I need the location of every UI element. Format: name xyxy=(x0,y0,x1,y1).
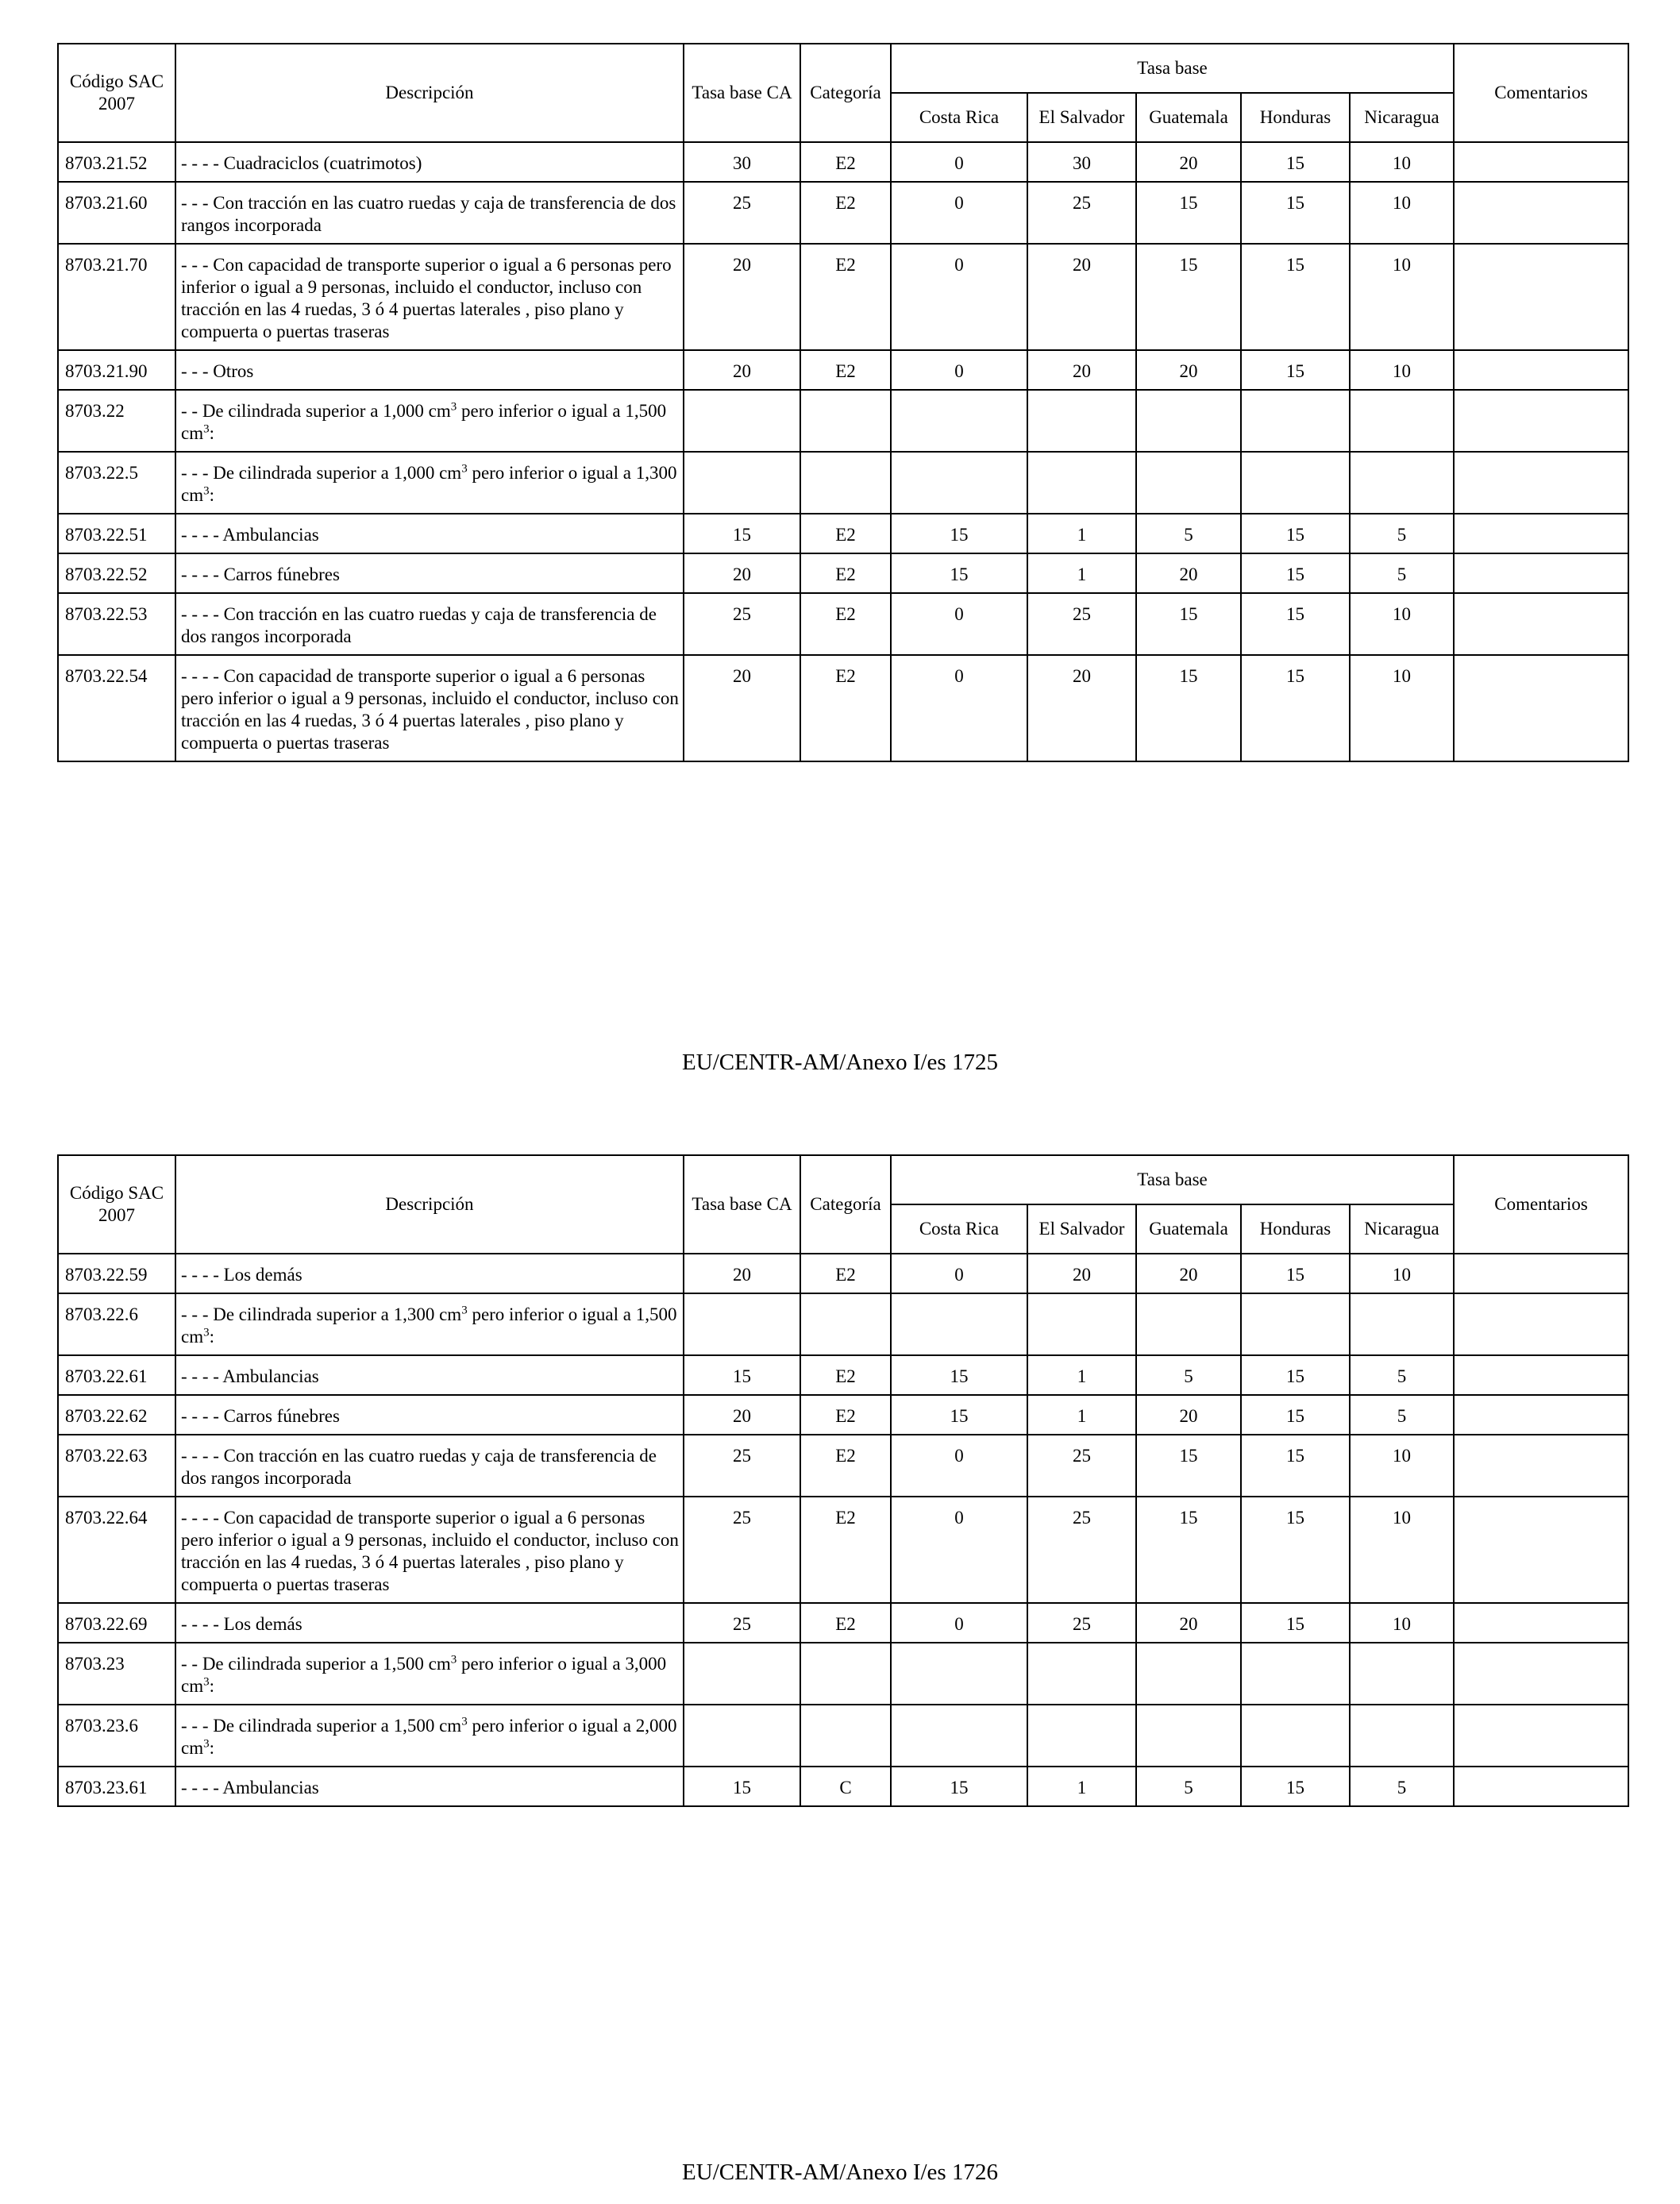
row-base-rate-ca: 25 xyxy=(684,1497,800,1603)
row-el-salvador: 25 xyxy=(1027,1603,1136,1643)
header-base-rate: Tasa base xyxy=(891,1155,1454,1204)
row-comments xyxy=(1454,1355,1628,1395)
row-comments xyxy=(1454,1254,1628,1293)
header-base-rate-ca: Tasa base CA xyxy=(684,1155,800,1254)
header-description: Descripción xyxy=(175,44,684,142)
table-row xyxy=(58,1293,1628,1355)
row-category: E2 xyxy=(800,1603,891,1643)
row-honduras: 15 xyxy=(1241,142,1350,182)
row-honduras: 15 xyxy=(1241,514,1350,553)
row-code: 8703.22.5 xyxy=(58,452,175,514)
row-description: - - - - Con capacidad de transporte superior o igual a 6 personas pero inferior o igual a 9 personas, incluido el conductor, incluso con tracción en las 4 ruedas, 3 ó 4 puertas laterales , piso plano y compuerta o puertas traseras xyxy=(175,655,684,761)
row-guatemala xyxy=(1136,1705,1241,1767)
row-guatemala: 15 xyxy=(1136,593,1241,655)
row-el-salvador: 20 xyxy=(1027,244,1136,350)
row-guatemala: 20 xyxy=(1136,1395,1241,1435)
row-description: - - - - Carros fúnebres xyxy=(175,553,684,593)
header-costa-rica: Costa Rica xyxy=(891,93,1027,142)
row-code: 8703.22 xyxy=(58,390,175,452)
row-nicaragua xyxy=(1350,1293,1454,1355)
header-code: Código SAC 2007 xyxy=(58,1155,175,1254)
row-nicaragua: 10 xyxy=(1350,1254,1454,1293)
row-el-salvador xyxy=(1027,452,1136,514)
header-category: Categoría xyxy=(800,1155,891,1254)
row-guatemala: 15 xyxy=(1136,1497,1241,1603)
row-comments xyxy=(1454,1767,1628,1806)
row-honduras: 15 xyxy=(1241,655,1350,761)
table-row xyxy=(58,1355,1628,1395)
row-guatemala: 15 xyxy=(1136,182,1241,244)
row-costa-rica xyxy=(891,1705,1027,1767)
row-base-rate-ca xyxy=(684,1705,800,1767)
table-row xyxy=(58,390,1628,452)
row-honduras: 15 xyxy=(1241,1767,1350,1806)
row-nicaragua xyxy=(1350,390,1454,452)
row-guatemala: 20 xyxy=(1136,553,1241,593)
row-costa-rica: 0 xyxy=(891,655,1027,761)
row-honduras: 15 xyxy=(1241,350,1350,390)
row-honduras: 15 xyxy=(1241,1603,1350,1643)
page-footer-2: EU/CENTR-AM/Anexo I/es 1726 xyxy=(682,2160,998,2185)
header-comments: Comentarios xyxy=(1454,44,1628,142)
row-comments xyxy=(1454,350,1628,390)
row-base-rate-ca: 20 xyxy=(684,350,800,390)
row-nicaragua xyxy=(1350,1643,1454,1705)
row-category: E2 xyxy=(800,142,891,182)
row-comments xyxy=(1454,142,1628,182)
row-code: 8703.23.61 xyxy=(58,1767,175,1806)
row-nicaragua: 10 xyxy=(1350,1603,1454,1643)
table-row xyxy=(58,1435,1628,1497)
row-el-salvador: 30 xyxy=(1027,142,1136,182)
row-comments xyxy=(1454,1293,1628,1355)
header-code: Código SAC 2007 xyxy=(58,44,175,142)
row-comments xyxy=(1454,1435,1628,1497)
row-guatemala xyxy=(1136,452,1241,514)
row-costa-rica: 15 xyxy=(891,1395,1027,1435)
row-honduras: 15 xyxy=(1241,182,1350,244)
row-comments xyxy=(1454,514,1628,553)
header-honduras: Honduras xyxy=(1241,93,1350,142)
row-base-rate-ca: 15 xyxy=(684,1355,800,1395)
row-description: - - De cilindrada superior a 1,500 $cm^3$ pero inferior o igual a 3,000 $cm^3$: xyxy=(175,1643,684,1705)
row-category xyxy=(800,1643,891,1705)
row-guatemala: 20 xyxy=(1136,1603,1241,1643)
row-category: E2 xyxy=(800,514,891,553)
row-costa-rica: 15 xyxy=(891,553,1027,593)
row-base-rate-ca: 25 xyxy=(684,1435,800,1497)
row-costa-rica: 15 xyxy=(891,514,1027,553)
row-code: 8703.22.59 xyxy=(58,1254,175,1293)
row-category: E2 xyxy=(800,593,891,655)
table-row xyxy=(58,182,1628,244)
tariff-table-page-1 xyxy=(57,43,1629,762)
row-honduras: 15 xyxy=(1241,244,1350,350)
row-comments xyxy=(1454,553,1628,593)
table-row xyxy=(58,1603,1628,1643)
row-description: - - - - Los demás xyxy=(175,1603,684,1643)
row-costa-rica: 15 xyxy=(891,1767,1027,1806)
row-guatemala: 5 xyxy=(1136,1355,1241,1395)
row-honduras: 15 xyxy=(1241,1355,1350,1395)
row-costa-rica: 0 xyxy=(891,142,1027,182)
row-category: E2 xyxy=(800,350,891,390)
row-el-salvador xyxy=(1027,1705,1136,1767)
header-guatemala: Guatemala xyxy=(1136,93,1241,142)
row-description: - - - - Los demás xyxy=(175,1254,684,1293)
table-row xyxy=(58,553,1628,593)
row-comments xyxy=(1454,390,1628,452)
row-base-rate-ca: 20 xyxy=(684,553,800,593)
header-base-rate-ca: Tasa base CA xyxy=(684,44,800,142)
table-row xyxy=(58,1767,1628,1806)
row-code: 8703.22.54 xyxy=(58,655,175,761)
row-base-rate-ca: 20 xyxy=(684,244,800,350)
row-code: 8703.23.6 xyxy=(58,1705,175,1767)
row-code: 8703.22.53 xyxy=(58,593,175,655)
row-guatemala: 5 xyxy=(1136,514,1241,553)
row-honduras: 15 xyxy=(1241,1254,1350,1293)
row-costa-rica: 0 xyxy=(891,244,1027,350)
table-row xyxy=(58,593,1628,655)
row-costa-rica xyxy=(891,390,1027,452)
row-comments xyxy=(1454,452,1628,514)
row-code: 8703.21.70 xyxy=(58,244,175,350)
row-comments xyxy=(1454,1603,1628,1643)
row-costa-rica xyxy=(891,1643,1027,1705)
row-guatemala: 20 xyxy=(1136,350,1241,390)
row-description: - - - De cilindrada superior a 1,500 $cm^3$ pero inferior o igual a 2,000 $cm^3$: xyxy=(175,1705,684,1767)
row-el-salvador: 25 xyxy=(1027,182,1136,244)
row-base-rate-ca: 25 xyxy=(684,593,800,655)
row-base-rate-ca xyxy=(684,1643,800,1705)
table-row xyxy=(58,655,1628,761)
row-nicaragua: 10 xyxy=(1350,182,1454,244)
header-el-salvador: El Salvador xyxy=(1027,93,1136,142)
tariff-table-page-2 xyxy=(57,1154,1629,1807)
row-costa-rica: 0 xyxy=(891,350,1027,390)
row-costa-rica: 0 xyxy=(891,1435,1027,1497)
row-nicaragua: 5 xyxy=(1350,1355,1454,1395)
row-comments xyxy=(1454,1395,1628,1435)
row-nicaragua xyxy=(1350,1705,1454,1767)
header-category: Categoría xyxy=(800,44,891,142)
row-nicaragua: 10 xyxy=(1350,1497,1454,1603)
header-comments: Comentarios xyxy=(1454,1155,1628,1254)
row-costa-rica: 0 xyxy=(891,1254,1027,1293)
row-comments xyxy=(1454,244,1628,350)
row-category xyxy=(800,1293,891,1355)
row-guatemala: 5 xyxy=(1136,1767,1241,1806)
row-category: E2 xyxy=(800,1497,891,1603)
row-base-rate-ca: 15 xyxy=(684,1767,800,1806)
row-costa-rica: 15 xyxy=(891,1355,1027,1395)
row-el-salvador: 1 xyxy=(1027,1395,1136,1435)
row-nicaragua: 10 xyxy=(1350,350,1454,390)
row-el-salvador: 25 xyxy=(1027,1435,1136,1497)
row-guatemala xyxy=(1136,1643,1241,1705)
row-guatemala xyxy=(1136,1293,1241,1355)
row-code: 8703.22.69 xyxy=(58,1603,175,1643)
row-code: 8703.21.52 xyxy=(58,142,175,182)
row-nicaragua: 5 xyxy=(1350,514,1454,553)
row-category: E2 xyxy=(800,244,891,350)
row-nicaragua xyxy=(1350,452,1454,514)
row-nicaragua: 10 xyxy=(1350,593,1454,655)
row-nicaragua: 10 xyxy=(1350,244,1454,350)
row-el-salvador: 20 xyxy=(1027,1254,1136,1293)
row-guatemala xyxy=(1136,390,1241,452)
row-comments xyxy=(1454,1643,1628,1705)
row-el-salvador: 1 xyxy=(1027,514,1136,553)
row-el-salvador: 1 xyxy=(1027,1355,1136,1395)
row-comments xyxy=(1454,1497,1628,1603)
row-costa-rica: 0 xyxy=(891,593,1027,655)
table-row xyxy=(58,514,1628,553)
row-comments xyxy=(1454,655,1628,761)
row-description: - - - - Con tracción en las cuatro ruedas y caja de transferencia de dos rangos incorporada xyxy=(175,1435,684,1497)
table-row xyxy=(58,350,1628,390)
row-base-rate-ca xyxy=(684,390,800,452)
row-category: E2 xyxy=(800,655,891,761)
row-el-salvador: 25 xyxy=(1027,593,1136,655)
row-description: - - - - Cuadraciclos (cuatrimotos) xyxy=(175,142,684,182)
header-nicaragua: Nicaragua xyxy=(1350,93,1454,142)
table-row xyxy=(58,1497,1628,1603)
row-base-rate-ca xyxy=(684,452,800,514)
row-comments xyxy=(1454,1705,1628,1767)
row-code: 8703.22.61 xyxy=(58,1355,175,1395)
row-nicaragua: 5 xyxy=(1350,1395,1454,1435)
row-nicaragua: 10 xyxy=(1350,655,1454,761)
row-code: 8703.22.52 xyxy=(58,553,175,593)
row-base-rate-ca: 15 xyxy=(684,514,800,553)
row-el-salvador xyxy=(1027,1293,1136,1355)
row-code: 8703.22.63 xyxy=(58,1435,175,1497)
row-costa-rica xyxy=(891,452,1027,514)
row-el-salvador: 20 xyxy=(1027,655,1136,761)
row-base-rate-ca: 30 xyxy=(684,142,800,182)
table-row xyxy=(58,1705,1628,1767)
row-category xyxy=(800,1705,891,1767)
row-honduras xyxy=(1241,452,1350,514)
row-code: 8703.23 xyxy=(58,1643,175,1705)
row-description: - - - Con capacidad de transporte superior o igual a 6 personas pero inferior o igual a 9 personas, incluido el conductor, incluso con tracción en las 4 ruedas, 3 ó 4 puertas laterales , piso plano y compuerta o puertas traseras xyxy=(175,244,684,350)
row-nicaragua: 5 xyxy=(1350,1767,1454,1806)
row-honduras xyxy=(1241,1643,1350,1705)
row-base-rate-ca: 20 xyxy=(684,1254,800,1293)
row-category: E2 xyxy=(800,1355,891,1395)
header-description: Descripción xyxy=(175,1155,684,1254)
row-category: C xyxy=(800,1767,891,1806)
header-el-salvador: El Salvador xyxy=(1027,1204,1136,1254)
row-description: - - - - Con tracción en las cuatro ruedas y caja de transferencia de dos rangos incorporada xyxy=(175,593,684,655)
row-honduras xyxy=(1241,1293,1350,1355)
table-row xyxy=(58,244,1628,350)
row-honduras xyxy=(1241,390,1350,452)
row-base-rate-ca: 25 xyxy=(684,1603,800,1643)
header-guatemala: Guatemala xyxy=(1136,1204,1241,1254)
row-category: E2 xyxy=(800,182,891,244)
row-category xyxy=(800,452,891,514)
table-row xyxy=(58,1395,1628,1435)
row-description: - - - - Ambulancias xyxy=(175,1355,684,1395)
row-base-rate-ca: 25 xyxy=(684,182,800,244)
row-description: - - - - Con capacidad de transporte superior o igual a 6 personas pero inferior o igual a 9 personas, incluido el conductor, incluso con tracción en las 4 ruedas, 3 ó 4 puertas laterales , piso plano y compuerta o puertas traseras xyxy=(175,1497,684,1603)
row-guatemala: 20 xyxy=(1136,1254,1241,1293)
row-category xyxy=(800,390,891,452)
row-el-salvador: 25 xyxy=(1027,1497,1136,1603)
row-honduras: 15 xyxy=(1241,1395,1350,1435)
row-description: - - - - Carros fúnebres xyxy=(175,1395,684,1435)
row-el-salvador: 1 xyxy=(1027,1767,1136,1806)
row-base-rate-ca xyxy=(684,1293,800,1355)
row-nicaragua: 5 xyxy=(1350,553,1454,593)
row-description: - - De cilindrada superior a 1,000 $cm^3$ pero inferior o igual a 1,500 $cm^3$: xyxy=(175,390,684,452)
row-category: E2 xyxy=(800,1254,891,1293)
row-guatemala: 20 xyxy=(1136,142,1241,182)
table-row xyxy=(58,452,1628,514)
row-description: - - - De cilindrada superior a 1,000 $cm^3$ pero inferior o igual a 1,300 $cm^3$: xyxy=(175,452,684,514)
row-el-salvador: 1 xyxy=(1027,553,1136,593)
row-costa-rica xyxy=(891,1293,1027,1355)
row-category: E2 xyxy=(800,553,891,593)
row-base-rate-ca: 20 xyxy=(684,655,800,761)
row-description: - - - Otros xyxy=(175,350,684,390)
page-footer-1: EU/CENTR-AM/Anexo I/es 1725 xyxy=(682,1050,998,1075)
row-category: E2 xyxy=(800,1395,891,1435)
row-comments xyxy=(1454,593,1628,655)
row-code: 8703.21.60 xyxy=(58,182,175,244)
table-row xyxy=(58,142,1628,182)
row-honduras xyxy=(1241,1705,1350,1767)
row-code: 8703.22.64 xyxy=(58,1497,175,1603)
row-costa-rica: 0 xyxy=(891,1603,1027,1643)
row-nicaragua: 10 xyxy=(1350,142,1454,182)
table-row xyxy=(58,1254,1628,1293)
row-honduras: 15 xyxy=(1241,1435,1350,1497)
row-el-salvador: 20 xyxy=(1027,350,1136,390)
row-description: - - - - Ambulancias xyxy=(175,514,684,553)
row-honduras: 15 xyxy=(1241,553,1350,593)
row-base-rate-ca: 20 xyxy=(684,1395,800,1435)
row-description: - - - - Ambulancias xyxy=(175,1767,684,1806)
header-costa-rica: Costa Rica xyxy=(891,1204,1027,1254)
row-el-salvador xyxy=(1027,1643,1136,1705)
row-code: 8703.22.62 xyxy=(58,1395,175,1435)
row-description: - - - Con tracción en las cuatro ruedas y caja de transferencia de dos rangos incorporada xyxy=(175,182,684,244)
row-code: 8703.22.51 xyxy=(58,514,175,553)
row-category: E2 xyxy=(800,1435,891,1497)
row-guatemala: 15 xyxy=(1136,655,1241,761)
row-code: 8703.21.90 xyxy=(58,350,175,390)
row-nicaragua: 10 xyxy=(1350,1435,1454,1497)
header-base-rate: Tasa base xyxy=(891,44,1454,93)
row-honduras: 15 xyxy=(1241,593,1350,655)
header-honduras: Honduras xyxy=(1241,1204,1350,1254)
header-nicaragua: Nicaragua xyxy=(1350,1204,1454,1254)
row-costa-rica: 0 xyxy=(891,1497,1027,1603)
row-costa-rica: 0 xyxy=(891,182,1027,244)
table-row xyxy=(58,1643,1628,1705)
row-guatemala: 15 xyxy=(1136,244,1241,350)
row-honduras: 15 xyxy=(1241,1497,1350,1603)
row-description: - - - De cilindrada superior a 1,300 $cm^3$ pero inferior o igual a 1,500 $cm^3$: xyxy=(175,1293,684,1355)
row-comments xyxy=(1454,182,1628,244)
row-guatemala: 15 xyxy=(1136,1435,1241,1497)
row-code: 8703.22.6 xyxy=(58,1293,175,1355)
row-el-salvador xyxy=(1027,390,1136,452)
